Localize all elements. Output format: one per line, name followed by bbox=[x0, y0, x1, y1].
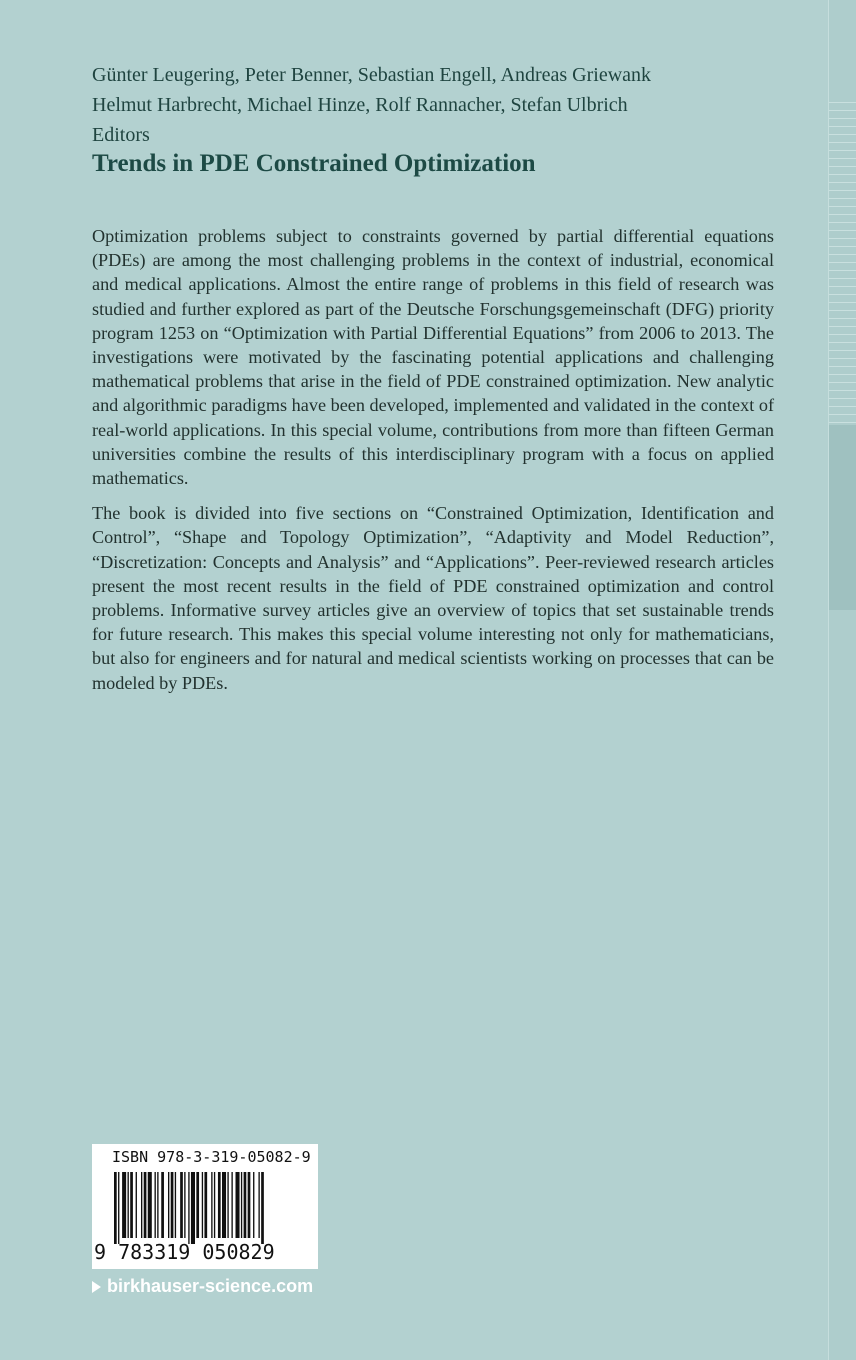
barcode-bar bbox=[184, 1172, 185, 1238]
barcode-bar bbox=[261, 1172, 264, 1244]
barcode-bar bbox=[196, 1172, 199, 1238]
barcode-bar bbox=[248, 1172, 251, 1238]
blurb-paragraph-1: Optimization problems subject to constraints governed by partial differential equations (PDEs) are among the most challenging problems in the context of industrial, economical and medical applications. Almost the entire range of problems in this field of research was studied and further explored as part of the Deutsche Forschungsgemeinschaft (DFG) priority program 1253 on “Optimization with Partial Differential Equations” from 2006 to 2013. The investigations were motivated by the fascinating potential applications and challenging mathematical problems that arise in the field of PDE constrained optimization. New analytic and algorithmic paradigms have been developed, implemented and validated in the context of real-world applications. In this special volume, contributions from more than fifteen German universities combine the results of this interdisciplinary program with a focus on applied mathematics. bbox=[92, 226, 774, 489]
barcode-bar bbox=[161, 1172, 164, 1238]
barcode-bar bbox=[141, 1172, 142, 1238]
isbn-label: ISBN 978-3-319-05082-9 bbox=[112, 1148, 311, 1166]
barcode-bar bbox=[258, 1172, 259, 1238]
barcode-bar bbox=[155, 1172, 156, 1238]
blurb-paragraph-2: The book is divided into five sections on “Constrained Optimization, Identification and Control”, “Shape and Topology Optimization”, “Adaptivity and Model Reduction”, “Discretization: Concepts and Analysis” and “Applications”. Peer-reviewed research articles present the most recent results in the field of PDE constrained optimization and control problems. Informative survey articles give an overview of topics that set sustainable trends for future research. This makes this special volume interesting not only for mathematicians, but also for engineers and for natural and medical scientists working on processes that can be modeled by PDEs. bbox=[92, 503, 774, 693]
barcode-bar bbox=[128, 1172, 129, 1238]
barcode-bar bbox=[188, 1172, 189, 1244]
barcode-bar bbox=[218, 1172, 221, 1238]
barcode-bar bbox=[114, 1172, 117, 1244]
barcode-bar bbox=[222, 1172, 226, 1238]
barcode-bar bbox=[130, 1172, 133, 1238]
barcode-bar bbox=[241, 1172, 242, 1238]
barcode-bar bbox=[227, 1172, 228, 1238]
barcode-bar bbox=[168, 1172, 169, 1238]
publisher-url: birkhauser-science.com bbox=[107, 1276, 314, 1296]
spine-dark-band bbox=[829, 425, 856, 610]
barcode-bars bbox=[114, 1172, 304, 1244]
barcode-bar bbox=[148, 1172, 152, 1238]
barcode-bar bbox=[236, 1172, 240, 1238]
editors-line-1: Günter Leugering, Peter Benner, Sebastian Engell, Andreas Griewank bbox=[92, 64, 652, 86]
barcode-bar bbox=[122, 1172, 126, 1238]
barcode-bar bbox=[175, 1172, 176, 1238]
spine-stripes bbox=[829, 95, 856, 425]
publisher-link[interactable] bbox=[92, 1276, 313, 1297]
barcode-bar bbox=[202, 1172, 203, 1238]
barcode-bar bbox=[144, 1172, 147, 1238]
editors-label: Editors bbox=[92, 124, 150, 146]
barcode-bar bbox=[244, 1172, 247, 1238]
barcode-bar bbox=[231, 1172, 232, 1238]
barcode-bar bbox=[180, 1172, 183, 1238]
isbn-barcode bbox=[92, 1144, 318, 1269]
arrow-right-icon bbox=[92, 1281, 101, 1293]
barcode-bar bbox=[118, 1172, 119, 1244]
barcode-bar bbox=[204, 1172, 207, 1238]
barcode-bar bbox=[136, 1172, 137, 1238]
barcode-bar bbox=[157, 1172, 158, 1238]
barcode-digits: 9 783319 050829 bbox=[94, 1240, 275, 1264]
editors-line-2: Helmut Harbrecht, Michael Hinze, Rolf Rannacher, Stefan Ulbrich bbox=[92, 94, 628, 116]
barcode-bar bbox=[191, 1172, 195, 1244]
barcode-bar bbox=[211, 1172, 212, 1238]
barcode-bar bbox=[253, 1172, 254, 1238]
editors-block bbox=[92, 60, 812, 150]
barcode-bar bbox=[214, 1172, 215, 1238]
barcode-bar bbox=[171, 1172, 174, 1238]
blurb bbox=[92, 224, 774, 706]
book-title: Trends in PDE Constrained Optimization bbox=[92, 150, 536, 177]
